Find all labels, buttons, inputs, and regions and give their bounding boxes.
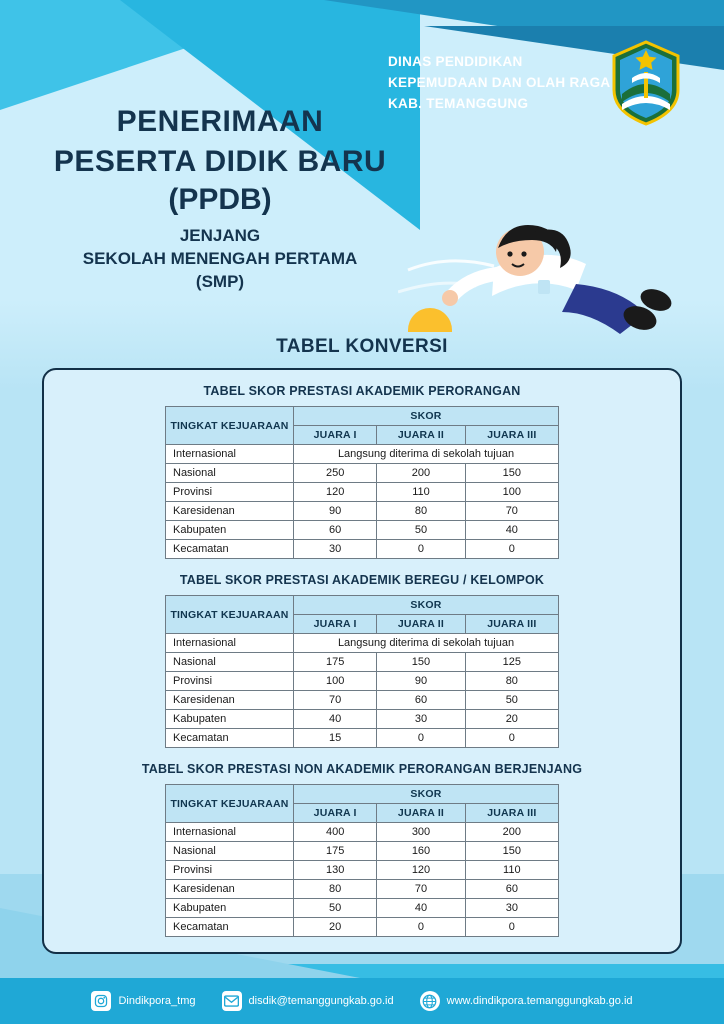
table-row [166,653,559,672]
table-row [166,842,559,861]
table2-row5-v3: 0 [465,729,558,748]
table3-row0-v3: 200 [465,823,558,842]
table3-row2-v2: 120 [377,861,465,880]
table2-row5-v1: 15 [294,729,377,748]
table2-row3-label: Karesidenan [166,691,294,710]
institution-name [388,52,610,115]
table1-row5-label: Kecamatan [166,540,294,559]
table-row [166,880,559,899]
table2-row4-label: Kabupaten [166,710,294,729]
table2-row1-v3: 125 [465,653,558,672]
table3-header-tingkat: TINGKAT KEJUARAAN [166,785,294,823]
table-row [166,823,559,842]
table1-row5-v3: 0 [465,540,558,559]
table-row [166,691,559,710]
title-line-3: (PPDB) [168,183,272,216]
globe-icon [420,991,440,1011]
table3-row3-v2: 70 [377,880,465,899]
table3-row0-v1: 400 [294,823,377,842]
score-table-non-akademik-perorangan [165,784,559,937]
table-row [166,710,559,729]
table2-row1-label: Nasional [166,653,294,672]
footer-email[interactable] [222,991,394,1011]
table3-row5-v3: 0 [465,918,558,937]
table-title-3: TABEL SKOR PRESTASI NON AKADEMIK PERORANGAN BERJENJANG [141,762,583,776]
table3-row2-v3: 110 [465,861,558,880]
table1-header-skor: SKOR [294,407,559,426]
table-row [166,729,559,748]
table3-row4-v1: 50 [294,899,377,918]
table1-row1-v1: 250 [294,464,377,483]
table3-subheader-juara-1: JUARA I [294,804,377,823]
table1-row3-v2: 80 [377,502,465,521]
table1-row4-v3: 40 [465,521,558,540]
table1-row0-label: Internasional [166,445,294,464]
table2-header-skor: SKOR [294,596,559,615]
table1-row3-label: Karesidenan [166,502,294,521]
table-title-1: TABEL SKOR PRESTASI AKADEMIK PERORANGAN [203,384,521,398]
table2-row1-v2: 150 [377,653,465,672]
table2-row0-merged: Langsung diterima di sekolah tujuan [294,634,559,653]
instagram-icon [91,991,111,1011]
table3-row2-v1: 130 [294,861,377,880]
table1-row2-v3: 100 [465,483,558,502]
table2-subheader-juara-3: JUARA III [465,615,558,634]
table3-header-skor: SKOR [294,785,559,804]
table1-row4-v2: 50 [377,521,465,540]
table1-row3-v3: 70 [465,502,558,521]
table2-row0-label: Internasional [166,634,294,653]
table3-row1-label: Nasional [166,842,294,861]
table3-row1-v1: 175 [294,842,377,861]
table1-header-tingkat: TINGKAT KEJUARAAN [166,407,294,445]
footer-contacts [0,978,724,1024]
table1-subheader-juara-3: JUARA III [465,426,558,445]
table3-row3-v3: 60 [465,880,558,899]
institution-line-3: KAB. TEMANGGUNG [388,95,529,111]
table1-row1-v2: 200 [377,464,465,483]
table2-subheader-juara-1: JUARA I [294,615,377,634]
table-row [166,464,559,483]
table-row [166,672,559,691]
section-title: TABEL KONVERSI [276,336,448,357]
table-row [166,861,559,880]
subtitle-line-3: (SMP) [195,271,245,291]
table3-row2-label: Provinsi [166,861,294,880]
table2-row3-v1: 70 [294,691,377,710]
table1-row4-label: Kabupaten [166,521,294,540]
table-title-2: TABEL SKOR PRESTASI AKADEMIK BEREGU / KELOMPOK [179,573,545,587]
envelope-icon [222,991,242,1011]
table1-row3-v1: 90 [294,502,377,521]
table3-row1-v3: 150 [465,842,558,861]
score-table-akademik-beregu [165,595,559,748]
table2-row1-v1: 175 [294,653,377,672]
table2-subheader-juara-2: JUARA II [377,615,465,634]
table-row [166,899,559,918]
table-row [166,445,559,464]
table1-row2-v1: 120 [294,483,377,502]
table-row [166,918,559,937]
instagram-handle: Dindikpora_tmg [118,995,196,1007]
table1-row1-v3: 150 [465,464,558,483]
subtitle-line-1: JENJANG [179,226,261,245]
table2-row4-v2: 30 [377,710,465,729]
table1-row5-v2: 0 [377,540,465,559]
regency-emblem-logo [610,40,682,126]
institution-line-1: DINAS PENDIDIKAN [388,54,523,69]
footer-website[interactable] [420,991,633,1011]
table2-header-tingkat: TINGKAT KEJUARAAN [166,596,294,634]
table1-subheader-juara-1: JUARA I [294,426,377,445]
table2-row2-label: Provinsi [166,672,294,691]
table3-row4-v3: 30 [465,899,558,918]
institution-line-2: KEPEMUDAAN DAN OLAH RAGA [388,74,611,90]
table3-subheader-juara-3: JUARA III [465,804,558,823]
table2-row2-v3: 80 [465,672,558,691]
table1-row2-label: Provinsi [166,483,294,502]
table-row [166,483,559,502]
table-row [166,521,559,540]
tables-panel [42,368,682,954]
page-title [50,105,390,294]
table-row [166,540,559,559]
title-line-2: PESERTA DIDIK BARU [53,145,387,178]
table3-row4-label: Kabupaten [166,899,294,918]
table1-subheader-juara-2: JUARA II [377,426,465,445]
table1-row2-v2: 110 [377,483,465,502]
website-url: www.dindikpora.temanggungkab.go.id [446,995,633,1007]
table-row [166,634,559,653]
subtitle-line-2: SEKOLAH MENENGAH PERTAMA [82,248,358,268]
table2-row2-v2: 90 [377,672,465,691]
table-row [166,502,559,521]
table3-row1-v2: 160 [377,842,465,861]
table1-row5-v1: 30 [294,540,377,559]
table3-row5-v2: 0 [377,918,465,937]
table1-row1-label: Nasional [166,464,294,483]
table3-subheader-juara-2: JUARA II [377,804,465,823]
table3-row4-v2: 40 [377,899,465,918]
table2-row3-v3: 50 [465,691,558,710]
table1-row0-merged: Langsung diterima di sekolah tujuan [294,445,559,464]
table2-row4-v1: 40 [294,710,377,729]
table2-row5-v2: 0 [377,729,465,748]
table3-row5-v1: 20 [294,918,377,937]
table3-row5-label: Kecamatan [166,918,294,937]
footer-instagram[interactable] [91,991,195,1011]
email-address: disdik@temanggungkab.go.id [248,995,394,1007]
table3-row3-v1: 80 [294,880,377,899]
table2-row3-v2: 60 [377,691,465,710]
score-table-akademik-perorangan [165,406,559,559]
table3-row0-label: Internasional [166,823,294,842]
title-line-1: PENERIMAAN [116,105,324,138]
table2-row2-v1: 100 [294,672,377,691]
table3-row3-label: Karesidenan [166,880,294,899]
table2-row4-v3: 20 [465,710,558,729]
table3-row0-v2: 300 [377,823,465,842]
table1-row4-v1: 60 [294,521,377,540]
table2-row5-label: Kecamatan [166,729,294,748]
